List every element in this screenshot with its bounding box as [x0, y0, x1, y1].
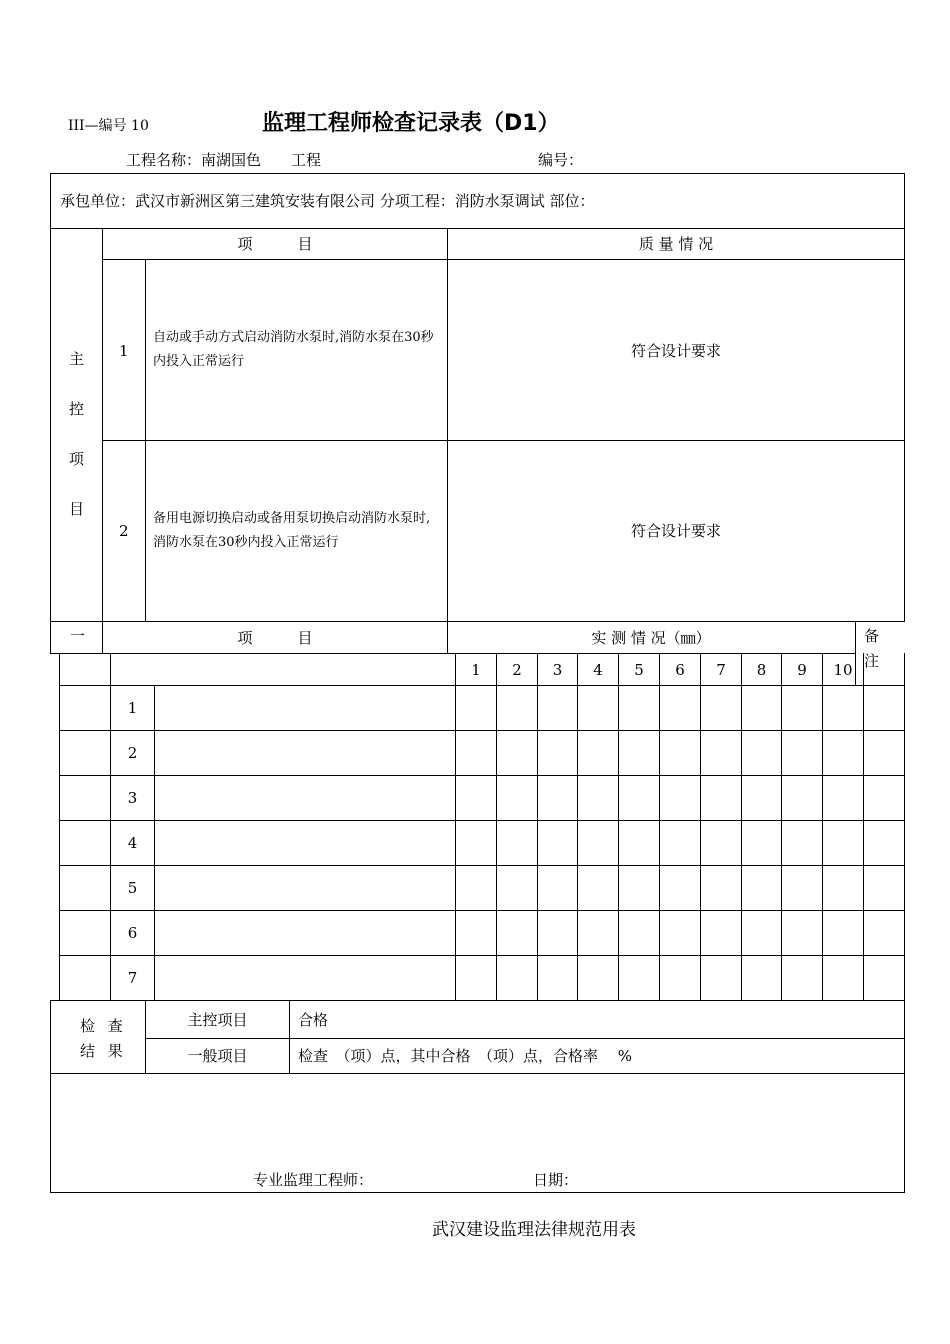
main-row-number: 2: [119, 522, 129, 540]
main-control-label-char: 目: [69, 500, 85, 518]
page-title: 监理工程师检查记录表（D1）: [262, 111, 560, 136]
engineer-signature-label: 专业监理工程师：: [253, 1171, 374, 1189]
remark-header-char: 注: [864, 652, 880, 670]
main-item-header: 项 目: [237, 235, 313, 253]
main-row-quality: 符合设计要求: [630, 522, 721, 540]
document-code: III—编号 10: [68, 118, 149, 134]
general-measure-header: 实 测 情 况（㎜）: [591, 629, 711, 647]
result-side-label: 检 查: [80, 1017, 127, 1035]
result-main-label: 主控项目: [187, 1011, 248, 1029]
measure-col-header: 8: [756, 661, 767, 679]
measure-col-header: 1: [471, 661, 481, 679]
footer-note: 武汉建设监理法律规范用表: [432, 1220, 636, 1240]
measure-col-header: 2: [512, 661, 522, 679]
general-row-number: 7: [127, 969, 138, 987]
measure-col-header: 7: [716, 661, 726, 679]
general-row-number: 6: [127, 924, 138, 942]
general-row-number: 5: [127, 879, 138, 897]
result-side-label: 结 果: [80, 1042, 127, 1060]
contractor-line: 承包单位：武汉市新洲区第三建筑安装有限公司 分项工程：消防水泵调试 部位：: [60, 192, 595, 210]
measure-col-header: 5: [634, 661, 644, 679]
main-control-label-char: 项: [69, 450, 85, 468]
main-row-item: 备用电源切换启动或备用泵切换启动消防水泵时,消防水泵在30秒内投入正常运行: [153, 511, 431, 550]
main-row-quality: 符合设计要求: [630, 342, 721, 360]
document-number: 编号：: [538, 151, 584, 169]
main-quality-header: 质 量 情 况: [638, 235, 714, 253]
date-label: 日期：: [533, 1171, 579, 1189]
remark-header-char: 备: [864, 627, 880, 645]
main-row-item: 自动或手动方式启动消防水泵时,消防水泵在30秒内投入正常运行: [153, 330, 434, 369]
result-main-value: 合格: [298, 1011, 329, 1029]
main-control-label-char: 主: [69, 350, 85, 368]
general-row-number: 4: [127, 834, 138, 852]
general-item-header: 项 目: [237, 629, 313, 647]
measure-col-header: 4: [593, 661, 603, 679]
general-side-label: 一: [70, 627, 86, 645]
measure-col-header: 3: [552, 661, 563, 679]
result-general-value: 检查 （项）点，其中合格 （项）点，合格率 %: [298, 1047, 633, 1065]
general-row-number: 3: [127, 789, 138, 807]
general-row-number: 2: [127, 744, 138, 762]
main-control-label-char: 控: [69, 400, 85, 418]
measure-col-header: 6: [675, 661, 685, 679]
measure-col-header: 9: [797, 661, 807, 679]
project-name: 工程名称：南湖国色 工程: [126, 151, 322, 169]
result-general-label: 一般项目: [187, 1047, 248, 1065]
measure-col-header: 10: [833, 661, 853, 679]
main-row-number: 1: [119, 342, 129, 360]
general-row-number: 1: [127, 699, 138, 717]
